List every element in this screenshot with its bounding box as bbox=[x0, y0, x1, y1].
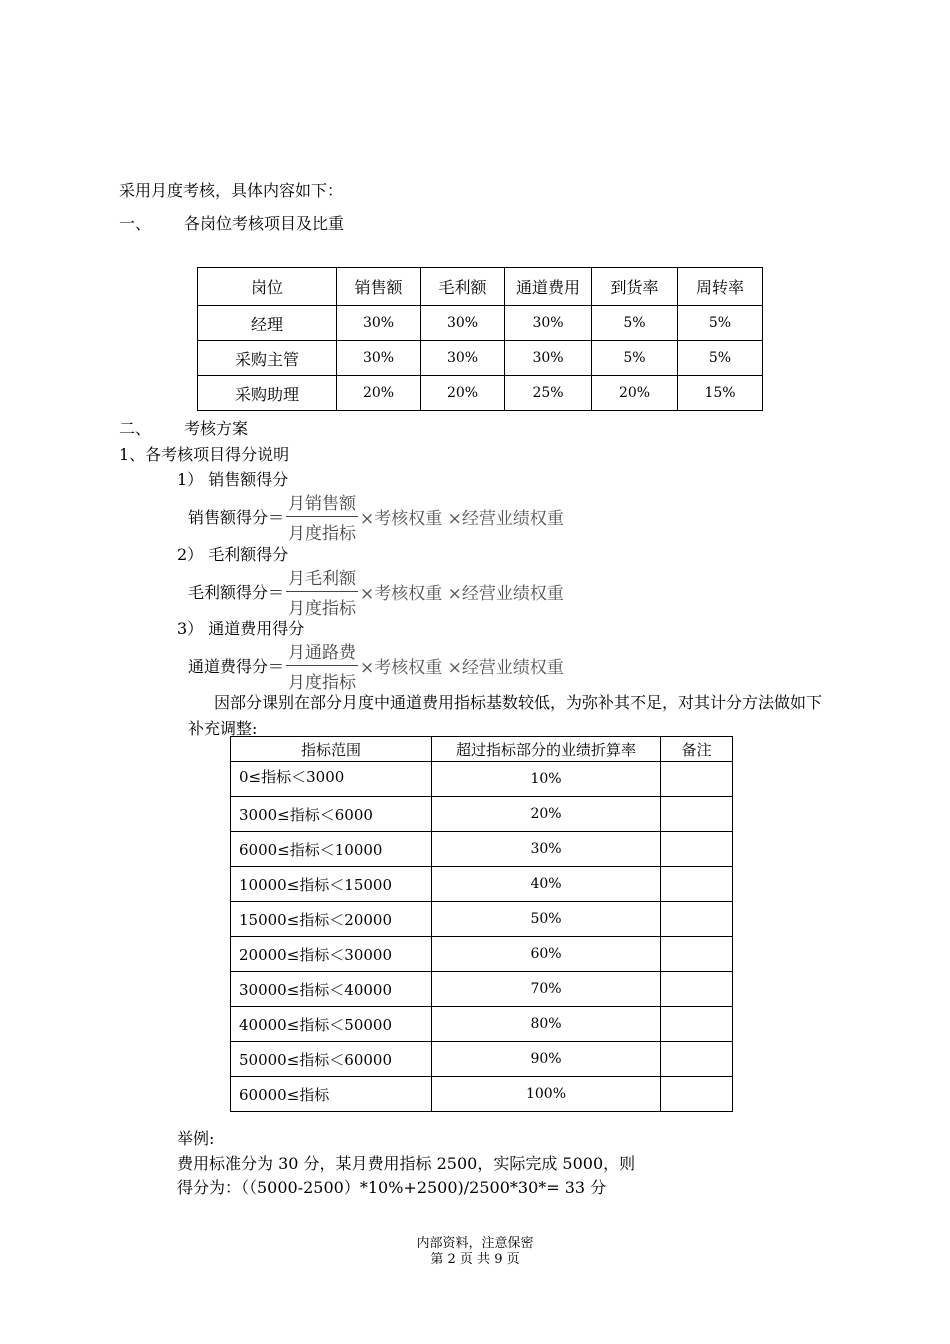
rate-cell: 20% bbox=[432, 797, 661, 832]
formula-fraction bbox=[286, 489, 358, 544]
formula-rest: ×考核权重 ×经营业绩权重 bbox=[360, 658, 564, 678]
weight-cell: 30% bbox=[505, 341, 592, 376]
note-cell bbox=[661, 1007, 733, 1042]
fraction-numerator: 月销售额 bbox=[286, 489, 358, 517]
section2-number: 二、 bbox=[119, 419, 152, 438]
table-row bbox=[198, 341, 763, 376]
range-cell: 50000≤指标＜60000 bbox=[231, 1042, 432, 1077]
fraction-denominator: 月度指标 bbox=[288, 524, 357, 544]
formula-sales bbox=[188, 489, 564, 544]
formula-fraction bbox=[286, 564, 358, 619]
rate-header-cell: 指标范围 bbox=[231, 737, 432, 762]
table-row bbox=[231, 1077, 733, 1112]
note-cell bbox=[661, 797, 733, 832]
formula-rest: ×考核权重 ×经营业绩权重 bbox=[360, 509, 564, 529]
weight-cell: 25% bbox=[505, 376, 592, 411]
role-cell: 经理 bbox=[198, 306, 337, 341]
table-row bbox=[231, 972, 733, 1007]
rate-cell: 30% bbox=[432, 832, 661, 867]
note-cell bbox=[661, 902, 733, 937]
rate-cell: 10% bbox=[432, 762, 661, 797]
weights-header-cell: 销售额 bbox=[337, 268, 421, 306]
rate-header-cell: 备注 bbox=[661, 737, 733, 762]
weight-cell: 30% bbox=[421, 341, 505, 376]
section1-title: 各岗位考核项目及比重 bbox=[184, 214, 345, 233]
range-cell: 6000≤指标＜10000 bbox=[231, 832, 432, 867]
rate-table bbox=[230, 736, 733, 1112]
weights-header-cell: 到货率 bbox=[592, 268, 678, 306]
weights-header-cell: 岗位 bbox=[198, 268, 337, 306]
note-cell bbox=[661, 937, 733, 972]
formula-lhs: 通道费得分＝ bbox=[188, 657, 285, 676]
formula-rest: ×考核权重 ×经营业绩权重 bbox=[360, 584, 564, 604]
weight-cell: 20% bbox=[592, 376, 678, 411]
table-row bbox=[198, 306, 763, 341]
weight-cell: 30% bbox=[421, 306, 505, 341]
fraction-denominator: 月度指标 bbox=[288, 673, 357, 693]
table-row bbox=[231, 867, 733, 902]
note-cell bbox=[661, 1042, 733, 1077]
rate-cell: 70% bbox=[432, 972, 661, 1007]
rate-cell: 100% bbox=[432, 1077, 661, 1112]
fraction-denominator: 月度指标 bbox=[288, 599, 357, 619]
weight-cell: 30% bbox=[505, 306, 592, 341]
note-cell bbox=[661, 832, 733, 867]
rate-header-cell: 超过指标部分的业绩折算率 bbox=[432, 737, 661, 762]
range-cell: 20000≤指标＜30000 bbox=[231, 937, 432, 972]
adjust-paragraph-line1: 因部分课别在部分月度中通道费用指标基数较低，为弥补其不足，对其计分方法做如下 bbox=[214, 693, 823, 712]
range-cell: 30000≤指标＜40000 bbox=[231, 972, 432, 1007]
fraction-numerator: 月通路费 bbox=[286, 638, 358, 666]
table-row bbox=[231, 797, 733, 832]
weight-cell: 5% bbox=[678, 306, 763, 341]
weights-header-cell: 周转率 bbox=[678, 268, 763, 306]
formula-channel-fee bbox=[188, 638, 564, 693]
weights-header-cell: 通道费用 bbox=[505, 268, 592, 306]
formula-gross-profit bbox=[188, 564, 564, 619]
formula-fraction bbox=[286, 638, 358, 693]
footer-page-number: 第 2 页 共 9 页 bbox=[430, 1252, 520, 1267]
range-cell: 0≤指标＜3000 bbox=[231, 762, 432, 797]
subsection-title: 1、各考核项目得分说明 bbox=[119, 445, 290, 464]
weight-cell: 5% bbox=[592, 306, 678, 341]
rate-cell: 90% bbox=[432, 1042, 661, 1077]
rate-cell: 80% bbox=[432, 1007, 661, 1042]
weight-cell: 5% bbox=[592, 341, 678, 376]
adjust-paragraph-line2: 补充调整: bbox=[188, 719, 258, 738]
example-line2: 得分为：（（5000-2500）*10%+2500)/2500*30*= 33 分 bbox=[177, 1178, 607, 1197]
footer-confidential: 内部资料，注意保密 bbox=[416, 1236, 534, 1251]
note-cell bbox=[661, 972, 733, 1007]
weight-cell: 30% bbox=[337, 341, 421, 376]
section1-number: 一、 bbox=[119, 214, 152, 233]
table-row bbox=[231, 1007, 733, 1042]
table-row bbox=[231, 902, 733, 937]
weight-cell: 20% bbox=[421, 376, 505, 411]
range-cell: 10000≤指标＜15000 bbox=[231, 867, 432, 902]
range-cell: 40000≤指标＜50000 bbox=[231, 1007, 432, 1042]
item-label-gross-profit: 2） 毛利额得分 bbox=[177, 545, 289, 564]
formula-lhs: 毛利额得分＝ bbox=[188, 583, 285, 602]
rate-cell: 50% bbox=[432, 902, 661, 937]
range-cell: 15000≤指标＜20000 bbox=[231, 902, 432, 937]
rate-cell: 40% bbox=[432, 867, 661, 902]
note-cell bbox=[661, 1077, 733, 1112]
intro-text: 采用月度考核，具体内容如下： bbox=[119, 181, 344, 200]
weight-cell: 15% bbox=[678, 376, 763, 411]
example-line1: 费用标准分为 30 分，某月费用指标 2500，实际完成 5000，则 bbox=[177, 1154, 636, 1173]
rate-cell: 60% bbox=[432, 937, 661, 972]
weights-table bbox=[197, 267, 763, 411]
note-cell bbox=[661, 867, 733, 902]
table-row bbox=[231, 762, 733, 797]
weights-header-cell: 毛利额 bbox=[421, 268, 505, 306]
table-row bbox=[198, 376, 763, 411]
formula-lhs: 销售额得分＝ bbox=[188, 508, 285, 527]
example-title: 举例: bbox=[177, 1129, 215, 1148]
weight-cell: 20% bbox=[337, 376, 421, 411]
section2-title: 考核方案 bbox=[184, 419, 249, 438]
table-row bbox=[231, 937, 733, 972]
item-label-channel-fee: 3） 通道费用得分 bbox=[177, 619, 305, 638]
role-cell: 采购主管 bbox=[198, 341, 337, 376]
table-row bbox=[231, 1042, 733, 1077]
range-cell: 3000≤指标＜6000 bbox=[231, 797, 432, 832]
fraction-numerator: 月毛利额 bbox=[286, 564, 358, 592]
weight-cell: 30% bbox=[337, 306, 421, 341]
weight-cell: 5% bbox=[678, 341, 763, 376]
role-cell: 采购助理 bbox=[198, 376, 337, 411]
table-row bbox=[231, 832, 733, 867]
note-cell bbox=[661, 762, 733, 797]
item-label-sales: 1） 销售额得分 bbox=[177, 470, 289, 489]
range-cell: 60000≤指标 bbox=[231, 1077, 432, 1112]
